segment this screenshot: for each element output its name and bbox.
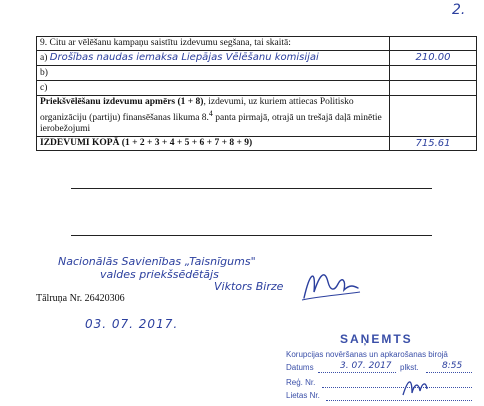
stamp-rule bbox=[322, 387, 472, 388]
amount-cell bbox=[390, 96, 477, 137]
row-c-cell bbox=[37, 81, 390, 96]
pre-election-bold: Priekšvēlēšanu izdevumu apmērs (1 + 8) bbox=[40, 97, 204, 107]
page-number: 2. bbox=[452, 2, 466, 18]
stamp-date-label: Datums bbox=[286, 363, 314, 372]
stamp-rule bbox=[426, 372, 472, 373]
table-row bbox=[37, 66, 477, 81]
phone-label: Tālruņa Nr. 26420306 bbox=[36, 293, 125, 304]
stamp-rule bbox=[318, 372, 396, 373]
table-row bbox=[37, 81, 477, 96]
pre-election-cell bbox=[37, 96, 390, 137]
amount-cell bbox=[390, 37, 477, 51]
pre-election-text-2: panta pirmajā, otrajā un trešajā daļā minētie ierobežojumi bbox=[40, 113, 382, 135]
stamp-initials-icon bbox=[400, 375, 430, 399]
table-row bbox=[37, 51, 477, 66]
stamp-title: SAŅEMTS bbox=[340, 332, 413, 346]
divider-line bbox=[71, 235, 432, 236]
total-label: IZDEVUMI KOPĀ (1 + 2 + 3 + 4 + 5 + 6 + 7 + 8 + 9) bbox=[37, 137, 390, 151]
stamp-time-value: 8:55 bbox=[442, 361, 463, 371]
signature-line-3: Viktors Birze bbox=[214, 280, 284, 293]
expenses-table bbox=[36, 36, 477, 151]
handwritten-date: 03. 07. 2017. bbox=[85, 317, 179, 331]
pre-election-text: , izdevumi, uz kuriem attiecas Politisko organizāciju (partiju) finansēšanas likuma 8. bbox=[40, 97, 354, 124]
total-amount: 715.61 bbox=[390, 137, 477, 151]
table-row bbox=[37, 137, 477, 151]
stamp-reg-label: Reģ. Nr. bbox=[286, 378, 316, 387]
row-label: a) bbox=[40, 53, 48, 63]
row-label: b) bbox=[40, 68, 48, 78]
row-amount bbox=[390, 66, 477, 81]
signature-line-1: Nacionālās Savienības „Taisnīgums" bbox=[58, 255, 256, 268]
stamp-time-label: plkst. bbox=[400, 363, 419, 372]
row-amount bbox=[390, 81, 477, 96]
row-amount: 210.00 bbox=[390, 51, 477, 66]
stamp-date-value: 3. 07. 2017 bbox=[340, 361, 392, 371]
received-stamp bbox=[282, 330, 480, 406]
divider-line bbox=[71, 188, 432, 189]
row-a-cell bbox=[37, 51, 390, 66]
signature-line-2: valdes priekšsēdētājs bbox=[100, 268, 219, 281]
stamp-authority: Korupcijas novēršanas un apkarošanas birojā bbox=[286, 350, 448, 359]
table-row bbox=[37, 37, 477, 51]
row-description: Drošības naudas iemaksa Liepājas Vēlēšanu komisijai bbox=[49, 52, 319, 63]
signature-scribble-icon bbox=[300, 262, 362, 304]
stamp-case-label: Lietas Nr. bbox=[286, 391, 320, 400]
table-row bbox=[37, 96, 477, 137]
section-9-heading: 9. Citu ar vēlēšanu kampaņu saistītu izdevumu segšana, tai skaitā: bbox=[37, 37, 390, 51]
row-b-cell bbox=[37, 66, 390, 81]
pre-election-sup: 4 bbox=[208, 109, 213, 118]
stamp-rule bbox=[326, 400, 472, 401]
row-label: c) bbox=[40, 83, 48, 93]
